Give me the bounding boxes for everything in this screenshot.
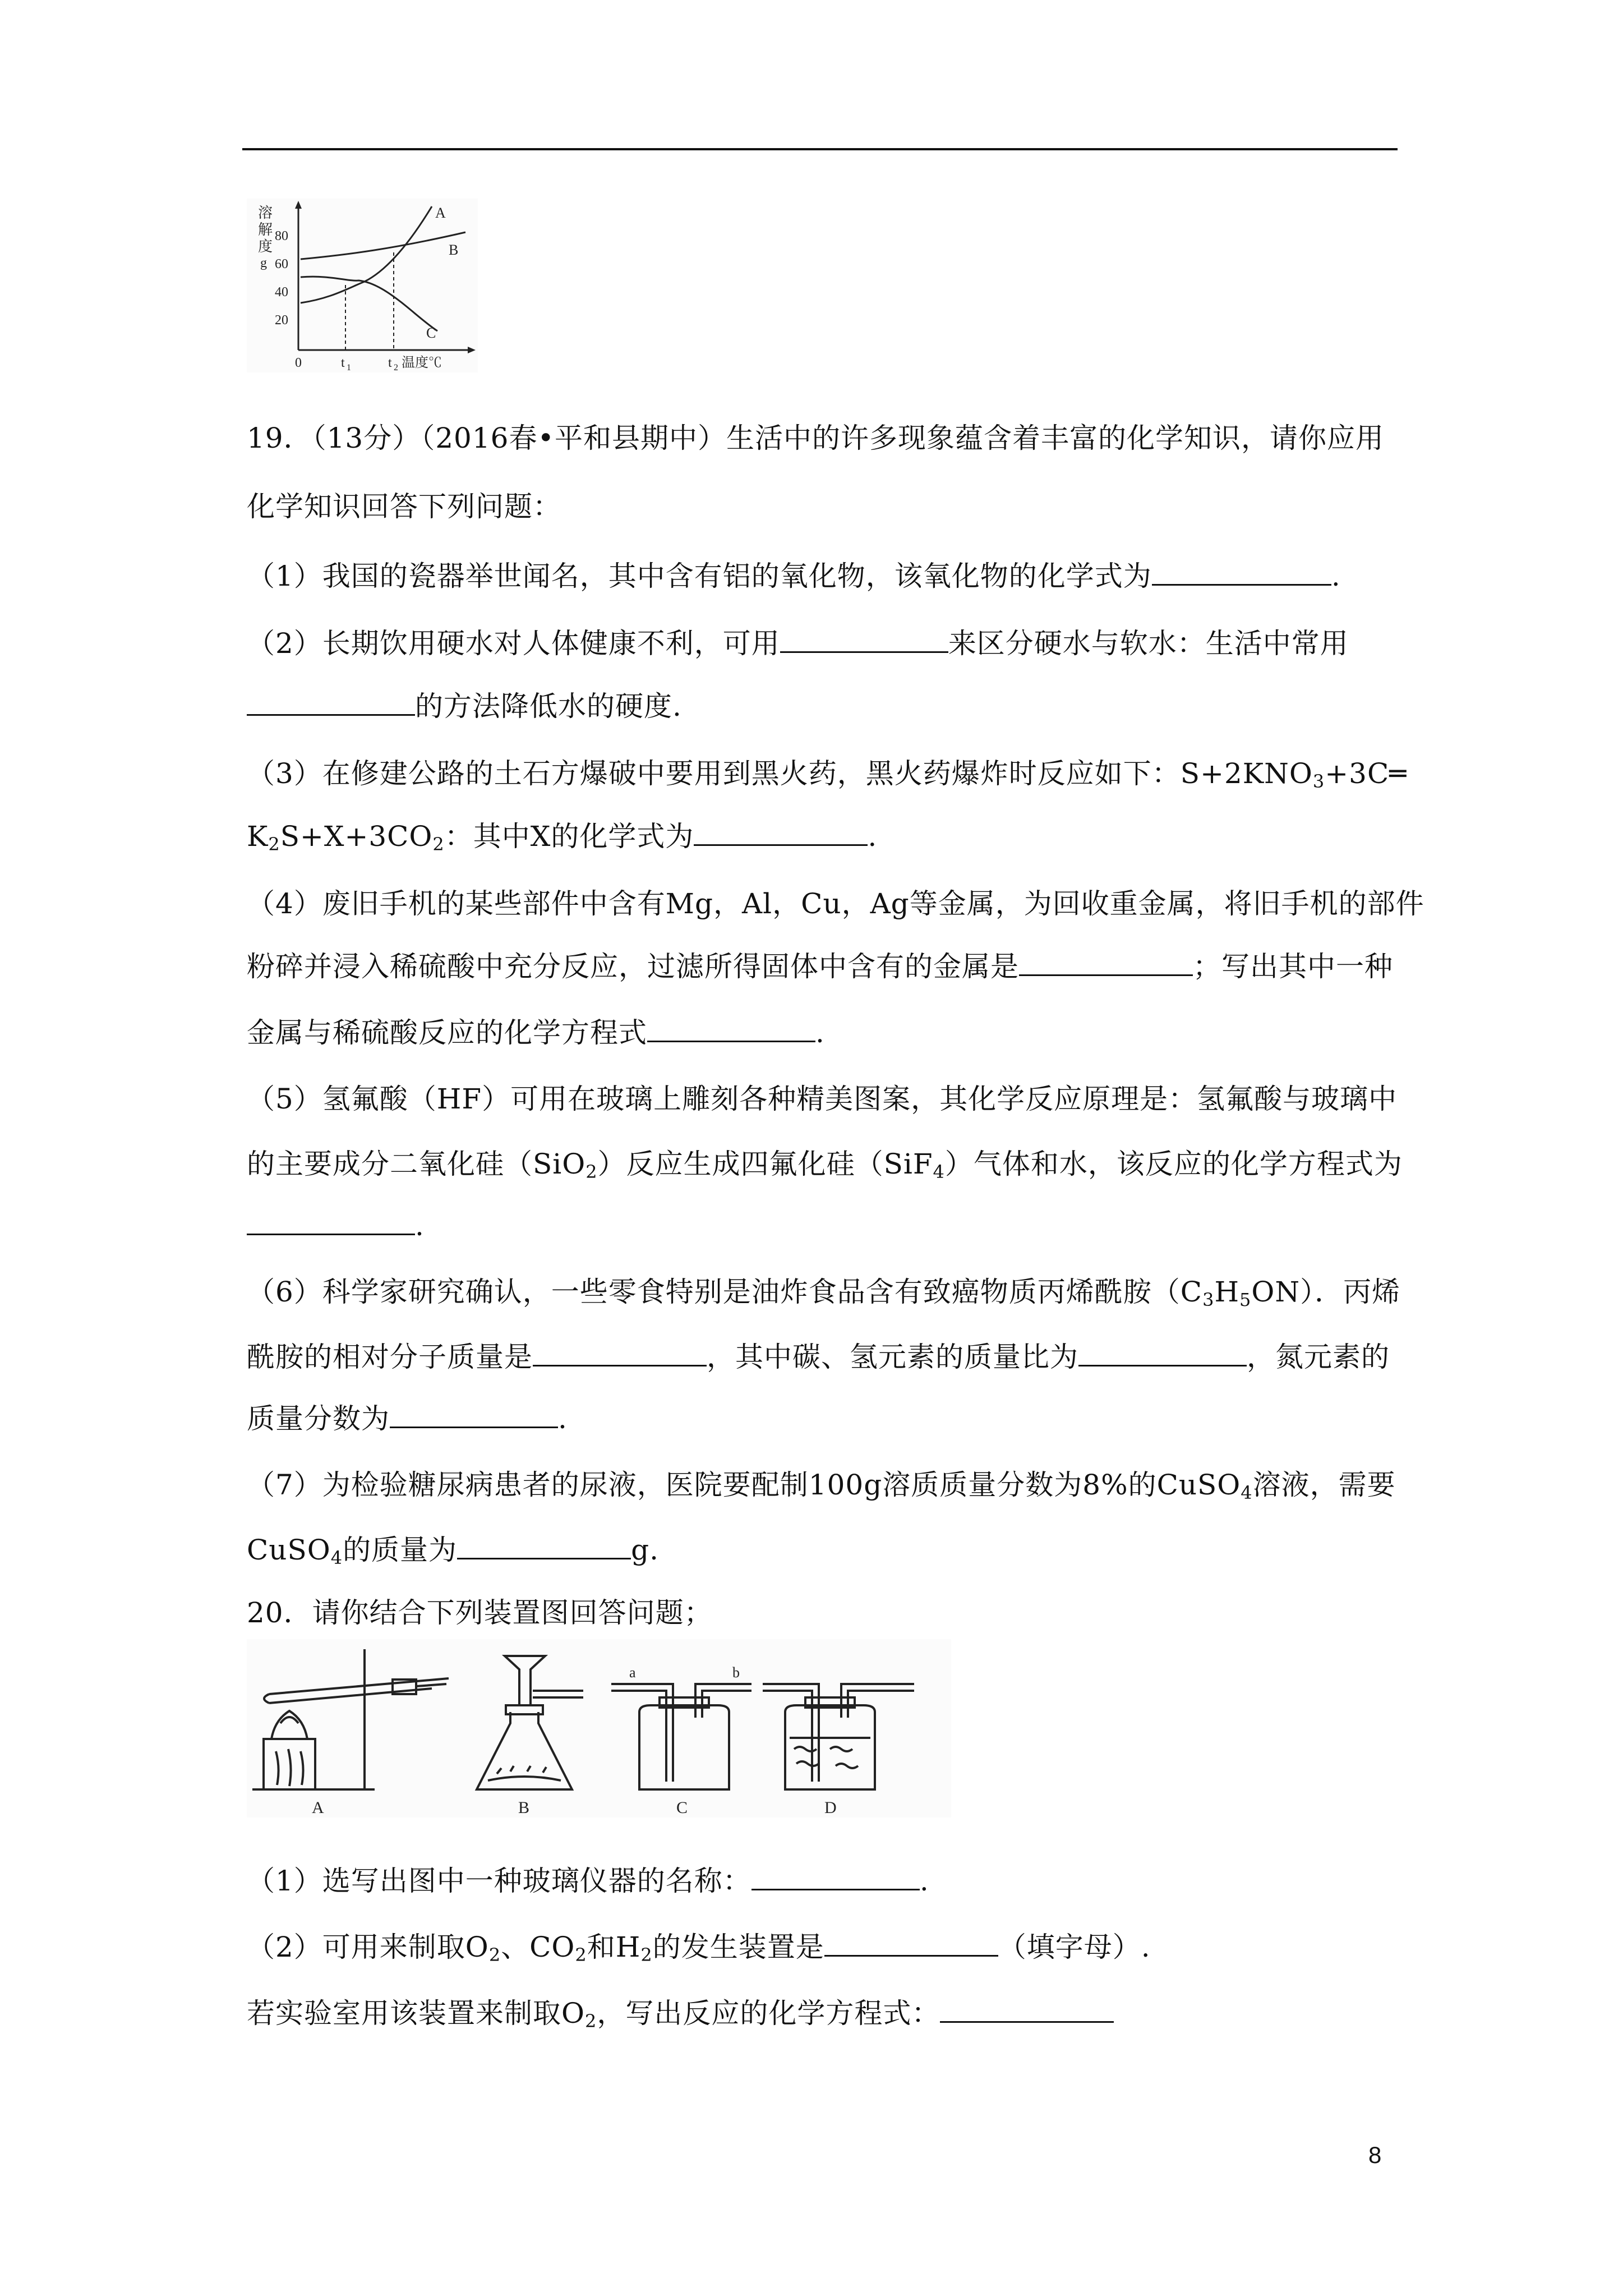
text: ）反应生成四氟化硅（SiF [597, 1148, 933, 1180]
q19-part5-cont [247, 1144, 1403, 1184]
solubility-graph [247, 199, 478, 372]
y-axis-arrow [295, 201, 302, 209]
text: ，写出反应的化学方程式： [597, 1997, 940, 2030]
answer-blank[interactable] [457, 1535, 631, 1559]
text: （3）在修建公路的土石方爆破中要用到黑火药，黑火药爆炸时反应如下：S+2KNO [247, 757, 1313, 790]
apparatus-c [611, 1684, 751, 1789]
text: H [1214, 1276, 1240, 1308]
answer-blank[interactable] [780, 629, 948, 653]
curve-b-label: B [449, 242, 459, 258]
tube-b-label: b [732, 1664, 740, 1681]
q19-part6-cont2 [247, 1399, 568, 1438]
curve-c [301, 277, 437, 331]
text: 的质量为 [343, 1534, 458, 1566]
answer-blank[interactable] [694, 822, 868, 846]
text: g. [631, 1534, 659, 1566]
text: S+X+3CO [280, 820, 433, 853]
text: （1）我国的瓷器举世闻名，其中含有铝的氧化物，该氧化物的化学式为 [247, 560, 1152, 592]
q19-part6-cont [247, 1337, 1390, 1377]
subscript: 4 [1241, 1482, 1253, 1503]
q19-heading: 19．（13分）（2016春•平和县期中）生活中的许多现象蕴含着丰富的化学知识，请你应用 [247, 422, 1384, 454]
subscript: 3 [1312, 771, 1325, 792]
header-rule [242, 148, 1398, 150]
subscript: 5 [1239, 1289, 1252, 1310]
apparatus-a [252, 1649, 449, 1789]
text: . [415, 1209, 425, 1242]
answer-blank[interactable] [940, 1999, 1114, 2023]
graph-ylabel: 度 [258, 238, 273, 255]
answer-blank[interactable] [1152, 562, 1331, 586]
text: K [247, 820, 269, 853]
q19-part5: （5）氢氟酸（HF）可用在玻璃上雕刻各种精美图案，其化学反应原理是：氢氟酸与玻璃中 [247, 1083, 1398, 1115]
text: ，氮元素的 [1247, 1341, 1390, 1373]
q19-part4-cont2 [247, 1013, 825, 1052]
subscript: 2 [575, 1944, 587, 1966]
text: ON）．丙烯 [1251, 1276, 1401, 1308]
text: . [558, 1402, 568, 1435]
x-tick-label: 0 [295, 356, 302, 370]
x-tick-subscript: 2 [394, 363, 398, 372]
text: （2）长期饮用硬水对人体健康不利，可用 [247, 627, 780, 660]
q19-part3-cont [247, 817, 877, 856]
text: 的发生装置是 [652, 1931, 824, 1963]
subscript: 2 [585, 1161, 598, 1182]
q19-part2-cont [247, 687, 682, 726]
q20-part1 [247, 1861, 929, 1901]
y-tick-label: 60 [275, 257, 288, 272]
text: . [815, 1016, 825, 1049]
q19-heading-cont: 化学知识回答下列问题： [247, 490, 561, 523]
subscript: 2 [488, 1944, 501, 1966]
q19-part2 [247, 624, 1349, 663]
answer-blank[interactable] [1019, 952, 1193, 976]
apparatus-figure [247, 1639, 951, 1818]
text: （1）选写出图中一种玻璃仪器的名称： [247, 1865, 751, 1897]
text: 粉碎并浸入稀硫酸中充分反应，过滤所得固体中含有的金属是 [247, 950, 1019, 983]
q19-part7-cont [247, 1530, 659, 1570]
answer-blank[interactable] [1078, 1342, 1247, 1366]
page-number: 8 [1368, 2142, 1382, 2168]
apparatus-label-c: C [676, 1798, 688, 1817]
tube-a-label: a [629, 1664, 636, 1681]
answer-blank[interactable] [647, 1018, 815, 1042]
graph-ylabel: g [260, 256, 267, 270]
y-tick-label: 80 [275, 229, 288, 243]
answer-blank[interactable] [390, 1404, 558, 1428]
text: （6）科学家研究确认，一些零食特别是油炸食品含有致癌物质丙烯酰胺（C [247, 1276, 1203, 1308]
subscript: 2 [268, 834, 280, 855]
subscript: 4 [933, 1161, 945, 1182]
q20-heading: 20．请你结合下列装置图回答问题； [247, 1596, 713, 1629]
text: 、CO [501, 1931, 575, 1963]
text: 若实验室用该装置来制取O [247, 1997, 585, 2030]
x-tick-label: t [388, 356, 392, 370]
subscript: 3 [1202, 1289, 1215, 1310]
q19-part6 [247, 1272, 1400, 1312]
apparatus-label-a: A [312, 1798, 324, 1817]
apparatus-d [763, 1684, 914, 1789]
text: 溶液，需要 [1252, 1469, 1396, 1501]
q19-part4: （4）废旧手机的某些部件中含有Mg，Al，Cu，Ag等金属，为回收重金属，将旧手机的部件 [247, 887, 1424, 920]
q19-part4-cont [247, 947, 1393, 986]
subscript: 2 [640, 1944, 653, 1966]
graph-ylabel: 溶 [258, 205, 273, 221]
answer-blank[interactable] [247, 692, 415, 716]
curve-c-label: C [426, 325, 436, 341]
apparatus-b [477, 1656, 583, 1789]
curve-a-label: A [435, 205, 446, 221]
apparatus-label-b: B [518, 1798, 530, 1817]
text: . [919, 1865, 929, 1897]
text: 和H [587, 1931, 641, 1963]
text: 的主要成分二氧化硅（SiO [247, 1148, 586, 1180]
answer-blank[interactable] [247, 1211, 415, 1235]
y-tick-label: 40 [275, 285, 288, 300]
text: . [868, 820, 878, 853]
x-axis-label: 温度℃ [402, 356, 442, 370]
curve-a [301, 206, 432, 303]
apparatus-label-d: D [824, 1798, 837, 1817]
q19-part3 [247, 754, 1407, 793]
subscript: 4 [330, 1547, 343, 1568]
q20-part2 [247, 1927, 1151, 1967]
text: （2）可用来制取O [247, 1931, 489, 1963]
answer-blank[interactable] [751, 1866, 920, 1890]
text: 的方法降低水的硬度. [415, 690, 682, 723]
text: +3C═ [1325, 757, 1407, 790]
text: ：其中X的化学式为 [444, 820, 694, 853]
q19-part5-cont2 [247, 1206, 425, 1245]
text: （填字母）. [998, 1931, 1151, 1963]
answer-blank[interactable] [533, 1342, 707, 1366]
subscript: 2 [432, 834, 445, 855]
text: CuSO [247, 1534, 331, 1566]
text: . [1331, 560, 1341, 592]
text: 来区分硬水与软水：生活中常用 [948, 627, 1349, 660]
text: ，其中碳、氢元素的质量比为 [707, 1341, 1078, 1373]
graph-ylabel: 解 [258, 222, 273, 238]
text: 酰胺的相对分子质量是 [247, 1341, 533, 1373]
text: ；写出其中一种 [1193, 950, 1393, 983]
q20-part3 [247, 1994, 1114, 2033]
x-axis-arrow [468, 347, 476, 353]
answer-blank[interactable] [824, 1932, 998, 1957]
x-tick-label: t [341, 356, 345, 370]
text: 质量分数为 [247, 1402, 390, 1435]
subscript: 2 [585, 2010, 597, 2032]
q19-part1 [247, 556, 1341, 596]
text: （7）为检验糖尿病患者的尿液，医院要配制100g溶质质量分数为8%的CuSO [247, 1469, 1241, 1501]
curve-b [301, 232, 465, 259]
y-tick-label: 20 [275, 313, 288, 328]
text: 金属与稀硫酸反应的化学方程式 [247, 1016, 647, 1049]
q19-part7 [247, 1465, 1396, 1504]
x-tick-subscript: 1 [347, 363, 351, 372]
text: ）气体和水，该反应的化学方程式为 [944, 1148, 1403, 1180]
